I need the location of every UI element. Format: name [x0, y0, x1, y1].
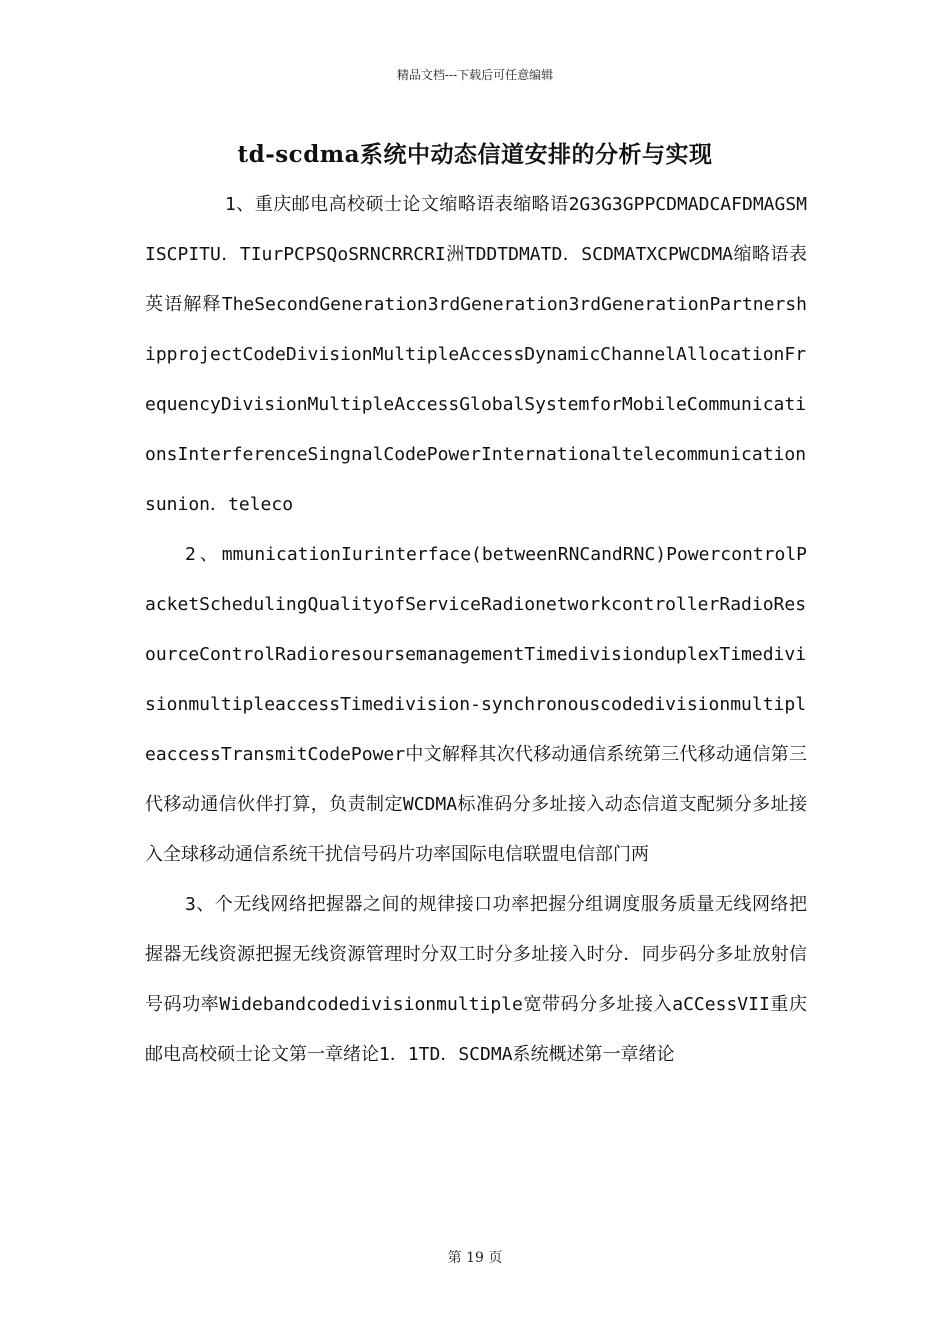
- page-number: 第 19 页: [447, 1250, 503, 1266]
- paragraph-3: 3、个无线网络把握器之间的规律接口功率把握分组调度服务质量无线网络把握器无线资源把握无线资源管理时分双工时分多址接入时分．同步码分多址放射信号码功率Widebandcodedivisionmultiple宽带码分多址接入aCCessVII重庆邮电高校硕士论文第一章绪论1．1TD．SCDMA系统概述第一章绪论: [145, 894, 807, 1065]
- document-title: td-scdma系统中动态信道安排的分析与实现: [237, 141, 713, 168]
- paragraph-1: 1、重庆邮电高校硕士论文缩略语表缩略语2G3G3GPPCDMADCAFDMAGSMISCPITU．TIurPCPSQoSRNCRRCRI洲TDDTDMATD．SCDMATXCPWCDMA缩略语表英语解释TheSecondGeneration3rdGeneration3rdGenerationPartnershipprojectCodeDivisionMultipleAccessDynamicChannelAllocationFrequencyDivisionMultipleAccessGlobalSystemforMobileCommunicationsInterferenceSingnalCodePowerInternationaltelecommunicationsunion．teleco: [145, 194, 807, 515]
- paragraph-2: 2、mmunicationIurinterface(betweenRNCandRNC)PowercontrolPacketSchedulingQualityofServiceRadionetworkcontrollerRadioResourceControlRadioresoursemanagementTimedivisionduplexTimedivisionmultipleaccessTimedivision-synchronouscodedivisionmultipleaccessTransmitCodePower中文解释其次代移动通信系统第三代移动通信第三代移动通信伙伴打算，负责制定WCDMA标准码分多址接入动态信道支配频分多址接入全球移动通信系统干扰信号码片功率国际电信联盟电信部门两: [145, 544, 807, 865]
- document-body: [145, 180, 807, 1080]
- page-header: 精品文档---下载后可任意编辑: [396, 68, 554, 82]
